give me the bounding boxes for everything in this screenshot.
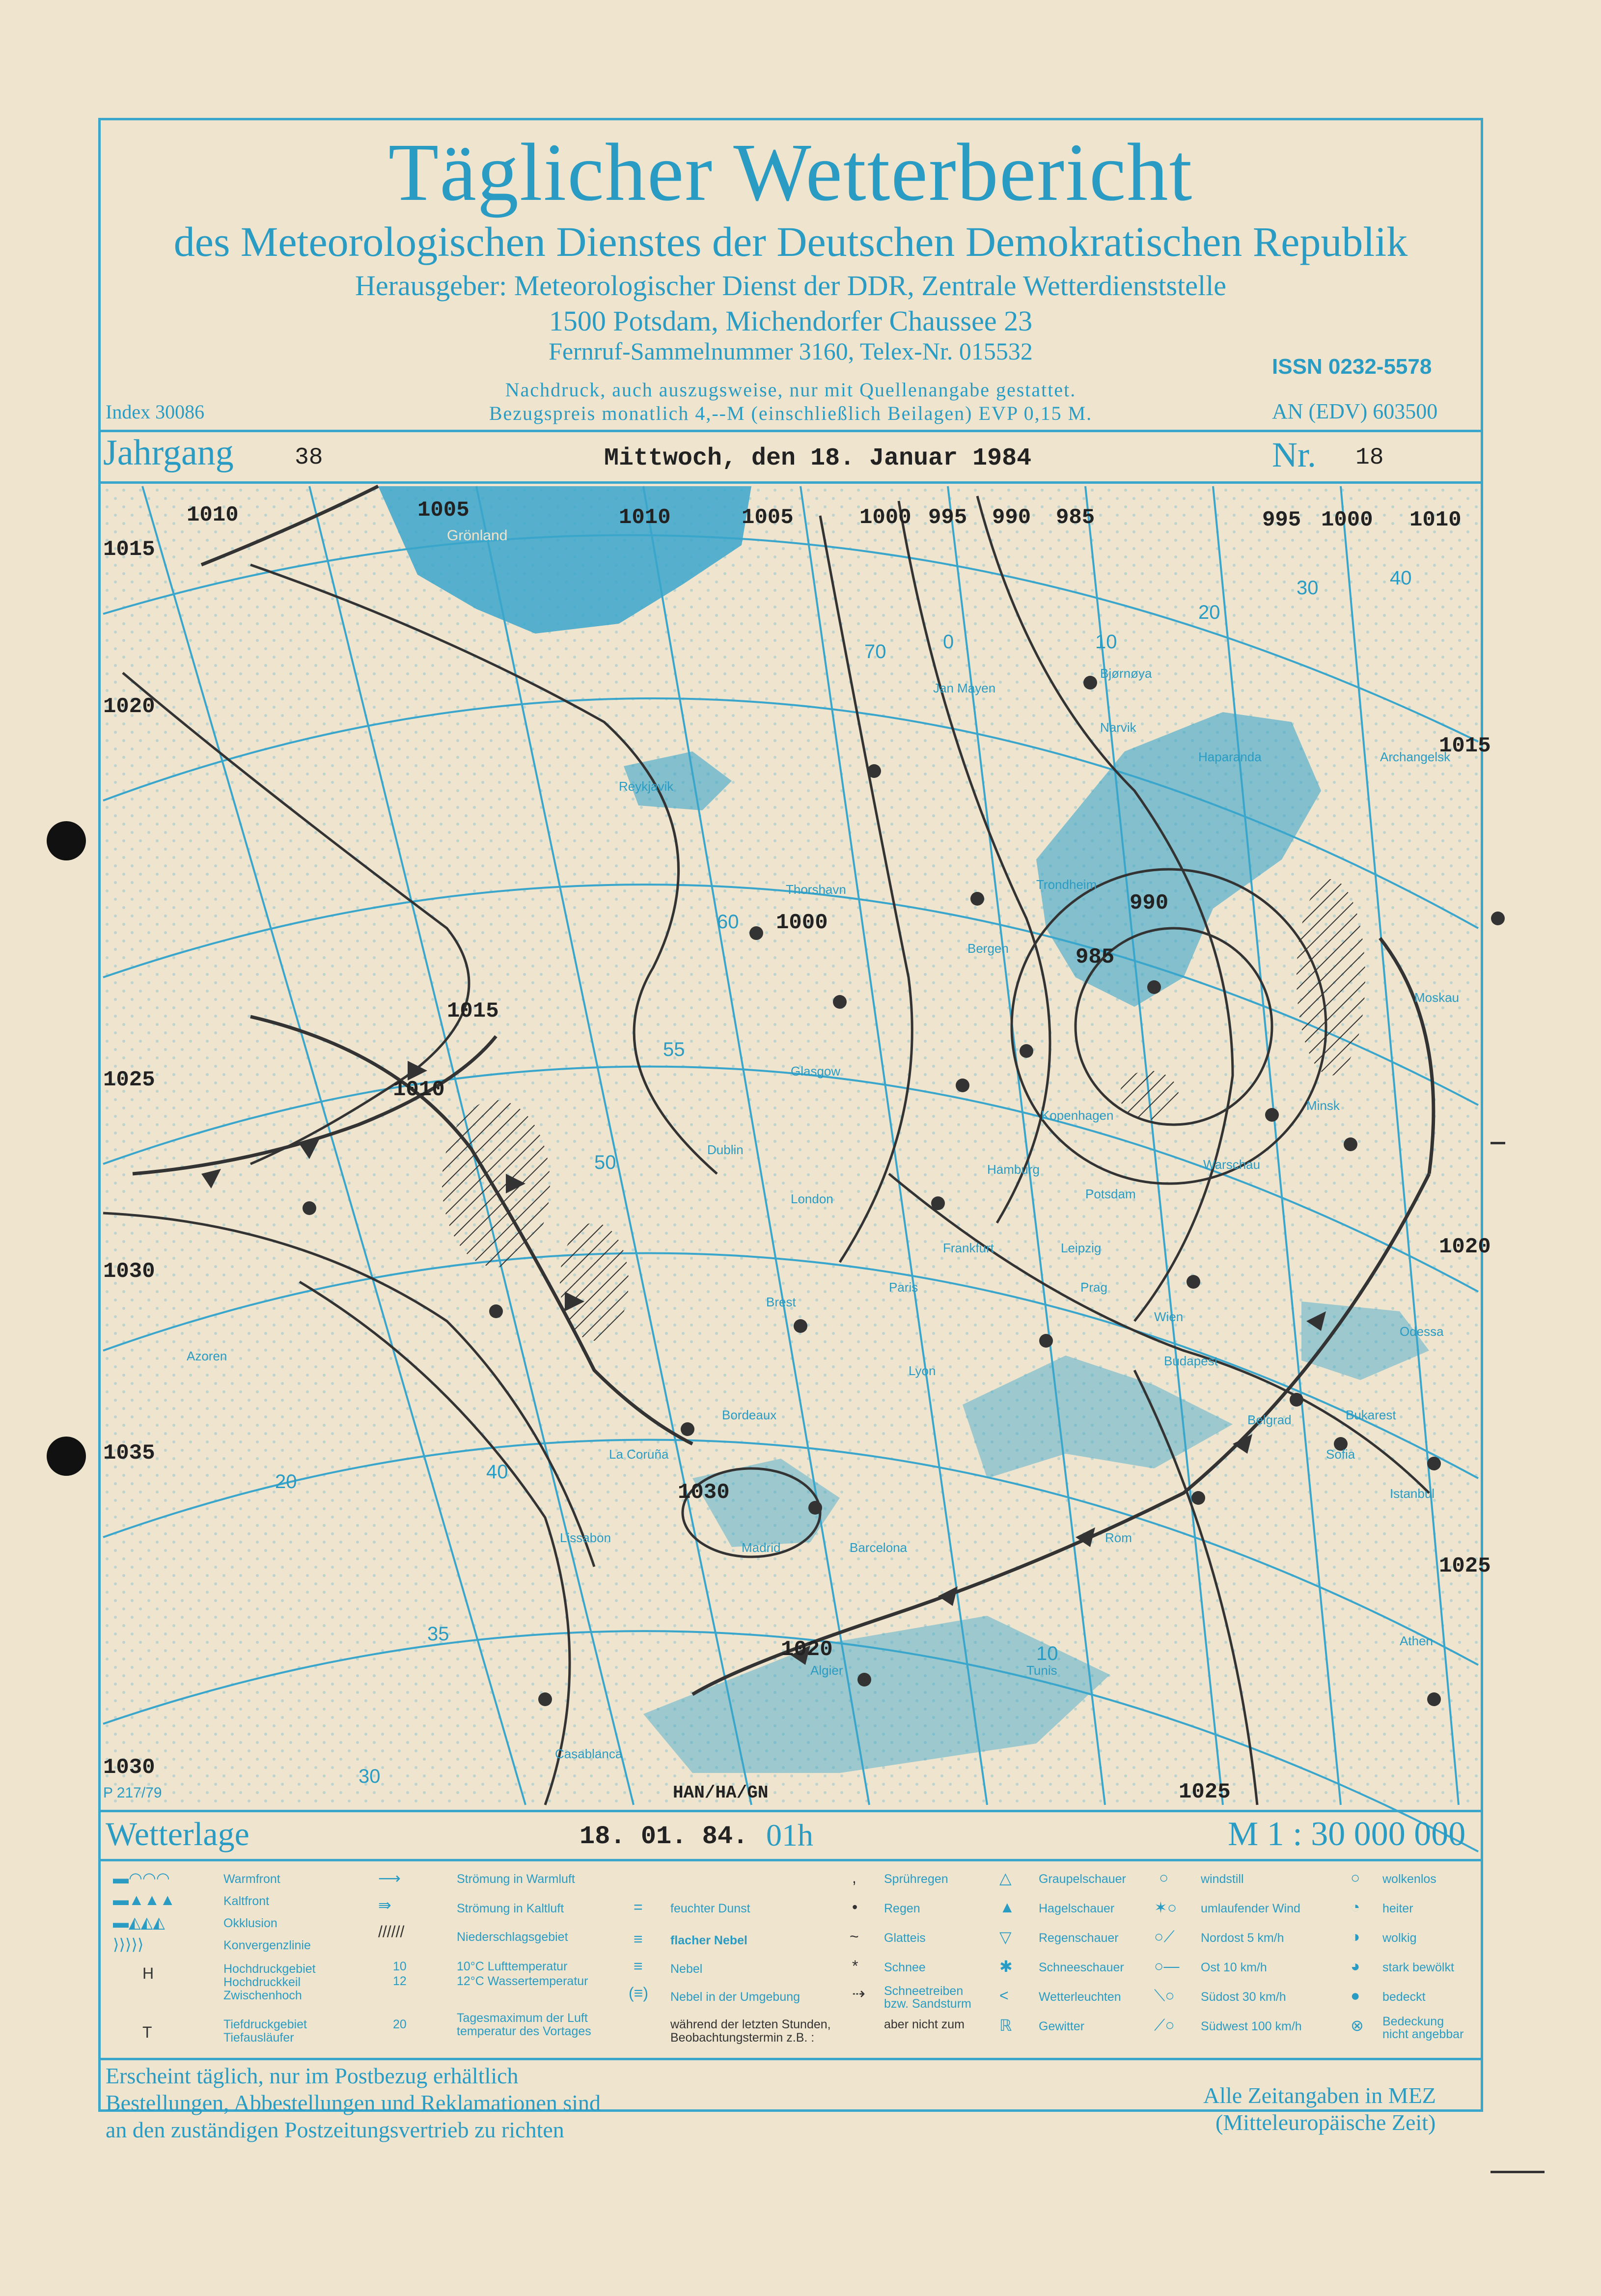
footer-line-1: Erscheint täglich, nur im Postbezug erhältlich: [106, 2063, 519, 2088]
isobar-label: 1030: [103, 1755, 155, 1780]
legend-glatteis: Glatteis: [884, 1931, 926, 1945]
legend-hoch: Hochdruckgebiet: [223, 1962, 316, 1976]
place-label: Algier: [810, 1663, 843, 1678]
legend-tiefauslaeufer: Tiefausläufer: [223, 2031, 294, 2045]
legend-temp-air: 10: [393, 1960, 407, 1973]
wolkig-icon: ◑: [1351, 1928, 1360, 1945]
nicht-angebbar-icon: ⊗: [1351, 2017, 1364, 2034]
gewitter-icon: ℝ: [999, 2017, 1012, 2034]
place-label: Athen: [1400, 1633, 1433, 1648]
cold-front-symbol: ▬▲▲▲: [113, 1891, 176, 1909]
isobar-label: 990: [1130, 891, 1169, 915]
legend-graupel: Graupelschauer: [1039, 1872, 1126, 1886]
suedost-icon: ⟍○: [1154, 1987, 1175, 2004]
isobar-label: 1020: [103, 694, 155, 719]
warm-front-symbol: ▬◠◠◠: [113, 1869, 170, 1887]
place-label: Bukarest: [1346, 1408, 1396, 1422]
legend-sandsturm: bzw. Sandsturm: [884, 1997, 971, 2011]
bedeckt-icon: ●: [1351, 1987, 1360, 2004]
legend-spruehregen: Sprühregen: [884, 1872, 948, 1886]
isobar-label: 1025: [1179, 1780, 1231, 1804]
wetterlage-time: 01h: [766, 1818, 813, 1853]
isobar-label: 1005: [417, 498, 469, 523]
place-label: Budapest: [1164, 1354, 1218, 1368]
legend-schnee: Schnee: [884, 1961, 926, 1974]
high-pressure-symbol: H: [142, 1964, 154, 1982]
legend-schneeschauer: Schneeschauer: [1039, 1961, 1124, 1974]
legend-wassertemp: 12°C Wassertemperatur: [457, 1974, 588, 1988]
header-rule-top: [98, 430, 1483, 432]
place-label: Bordeaux: [722, 1408, 777, 1422]
place-label: Barcelona: [850, 1540, 908, 1555]
map-scale: M 1 : 30 000 000: [1228, 1815, 1466, 1853]
isobar-label: 995: [928, 505, 967, 530]
place-label: Paris: [889, 1280, 918, 1295]
legend-dunst: feuchter Dunst: [670, 1902, 750, 1915]
isobar-label: 1020: [781, 1637, 833, 1662]
header-rule-bottom: [98, 481, 1483, 484]
nr-value: 18: [1355, 444, 1384, 471]
place-label: Reykjavik: [619, 779, 674, 794]
isobar-label: 985: [1056, 505, 1095, 530]
place-label: Minsk: [1306, 1098, 1340, 1113]
dunst-symbol: =: [634, 1898, 643, 1916]
isobar-label: 995: [1262, 508, 1301, 532]
legend-tagesmax: Tagesmaximum der Luft: [457, 2011, 588, 2025]
wetterlage-date: 18. 01. 84.: [580, 1822, 748, 1851]
legend-windstill: windstill: [1201, 1872, 1244, 1886]
isobar-label: 1010: [393, 1078, 445, 1102]
grid-label: 10: [1095, 631, 1117, 653]
isobar-label: 985: [1076, 945, 1115, 969]
grid-label: 35: [427, 1623, 449, 1645]
weather-map: [103, 486, 1491, 1805]
isobar-label: 1010: [187, 503, 239, 527]
place-label: London: [791, 1191, 833, 1206]
legend-gewitter: Gewitter: [1039, 2019, 1085, 2033]
issn: ISSN 0232-5578: [1272, 355, 1432, 379]
place-label: Potsdam: [1085, 1187, 1136, 1201]
grid-label: 40: [1390, 567, 1412, 589]
legend-nicht-angebbar: nicht angebbar: [1382, 2027, 1464, 2041]
mez-note-2: (Mitteleuropäische Zeit): [1215, 2110, 1436, 2135]
legend-bedeckt: bedeckt: [1382, 1990, 1426, 2004]
place-label: Moskau: [1414, 990, 1460, 1005]
reprint-note: Nachdruck, auch auszugsweise, nur mit Quellenangabe gestattet.: [505, 379, 1077, 401]
place-label: La Coruña: [609, 1447, 669, 1462]
analyst-id: HAN/HA/GN: [673, 1783, 769, 1803]
place-label: Madrid: [742, 1540, 781, 1555]
cold-flow-arrow-icon: ⇛: [378, 1896, 391, 1914]
isobar-label: 1000: [859, 505, 911, 530]
isobar-label: 1015: [1439, 734, 1491, 758]
place-label: Dublin: [707, 1142, 744, 1157]
legend-letzte-stunden: während der letzten Stunden,: [670, 2018, 831, 2031]
legend-tief: Tiefdruckgebiet: [223, 2018, 307, 2031]
legend-temp-max: 20: [393, 2018, 407, 2031]
ost-icon: ○—: [1154, 1957, 1180, 1975]
legend-regenschauer: Regenschauer: [1039, 1931, 1119, 1945]
heiter-icon: ◔: [1351, 1898, 1360, 1916]
legend-warmluft: Strömung in Warmluft: [457, 1872, 575, 1886]
legend-wolkenlos: wolkenlos: [1382, 1872, 1436, 1886]
footer-line-2: Bestellungen, Abbestellungen und Reklamationen sind: [106, 2090, 601, 2115]
nordost-icon: ○⟋: [1154, 1928, 1175, 1945]
place-label: Rom: [1105, 1530, 1132, 1545]
isobar-label: 1000: [776, 911, 828, 935]
isobar-label: 1010: [1409, 508, 1462, 532]
hagel-icon: ▲: [999, 1898, 1015, 1916]
legend-nicht-zum: aber nicht zum: [884, 2018, 965, 2031]
place-label: Glasgow: [791, 1064, 841, 1079]
legend-suedost: Südost 30 km/h: [1201, 1990, 1286, 2004]
legend-umlaufend: umlaufender Wind: [1201, 1902, 1300, 1915]
legend-okklusion: Okklusion: [223, 1916, 277, 1930]
map-rule-bottom: [98, 1810, 1483, 1812]
an-edv: AN (EDV) 603500: [1272, 399, 1438, 423]
place-label: Sofia: [1326, 1447, 1355, 1462]
place-label: Narvik: [1100, 720, 1136, 735]
place-label: Archangelsk: [1380, 749, 1451, 764]
isobar-label: 1030: [103, 1259, 155, 1284]
place-label: Belgrad: [1247, 1412, 1292, 1427]
place-label: Odessa: [1400, 1324, 1444, 1339]
place-label: Kopenhagen: [1041, 1108, 1114, 1123]
isobar-label: 1010: [619, 505, 671, 530]
place-label: Haparanda: [1198, 749, 1262, 764]
place-label: Leipzig: [1061, 1241, 1102, 1255]
wetterlage-label: Wetterlage: [106, 1815, 249, 1853]
isobar-label: 1000: [1321, 508, 1373, 532]
regen-icon: •: [852, 1898, 858, 1916]
place-label: Hamburg: [987, 1162, 1040, 1177]
place-label: Thorshavn: [786, 882, 846, 897]
footer-line-3: an den zuständigen Postzeitungsvertrieb zu richten: [106, 2117, 564, 2142]
isobar-label: 1025: [1439, 1554, 1491, 1578]
grid-label: 60: [717, 911, 739, 933]
isobar-label: 1035: [103, 1441, 155, 1466]
legend-lufttemp: 10°C Lufttemperatur: [457, 1960, 568, 1973]
grid-label: 10: [1036, 1643, 1058, 1664]
jahrgang-value: 38: [295, 444, 323, 471]
spruehregen-icon: ,: [852, 1869, 856, 1886]
precip-area-icon: //////: [378, 1923, 405, 1940]
wolkenlos-icon: ○: [1351, 1869, 1360, 1886]
warm-flow-arrow-icon: ⟶: [378, 1869, 401, 1887]
grid-label: 30: [359, 1766, 381, 1787]
issue-date: Mittwoch, den 18. Januar 1984: [604, 444, 1032, 472]
grid-label: 40: [486, 1461, 508, 1483]
page-subtitle: des Meteorologischen Dienstes der Deutschen Demokratischen Republik: [173, 218, 1408, 265]
grid-label: 20: [275, 1471, 297, 1493]
windstill-icon: ○: [1159, 1869, 1169, 1886]
page-title: Täglicher Wetterbericht: [388, 127, 1193, 218]
legend-wetterleuchten: Wetterleuchten: [1039, 1990, 1121, 2004]
grid-label: 20: [1198, 602, 1220, 623]
legend-regen: Regen: [884, 1902, 920, 1915]
suedwest-icon: ⟋○: [1154, 2016, 1175, 2034]
legend-kaltfront: Kaltfront: [223, 1894, 270, 1908]
schneeschauer-icon: ✱: [999, 1958, 1013, 1975]
margin-tick: [1491, 1142, 1505, 1144]
umlaufend-icon: ✶○: [1154, 1899, 1177, 1916]
place-label: Lissabon: [560, 1530, 611, 1545]
address: 1500 Potsdam, Michendorfer Chaussee 23: [549, 305, 1033, 337]
nebel-symbol: ≡: [634, 1957, 643, 1975]
nr-label: Nr.: [1272, 435, 1316, 474]
isobar-label: 990: [992, 505, 1031, 530]
glatteis-icon: ~: [850, 1928, 859, 1945]
legend-nordost: Nordost 5 km/h: [1201, 1931, 1284, 1945]
punch-hole-bottom: [47, 1437, 86, 1476]
margin-line: [1491, 2171, 1545, 2173]
isobar-label: 1025: [103, 1068, 155, 1092]
place-label: Brest: [766, 1295, 796, 1309]
legend-niederschlag: Niederschlagsgebiet: [457, 1930, 568, 1944]
place-label: Grönland: [447, 527, 508, 544]
legend-stark-bewoelkt: stark bewölkt: [1382, 1961, 1454, 1974]
legend-nebel: Nebel: [670, 1962, 703, 1976]
isobar-label: 1030: [678, 1480, 730, 1505]
place-label: Prag: [1080, 1280, 1107, 1295]
stark-bewoelkt-icon: ◕: [1351, 1957, 1360, 1975]
legend-wolkig: wolkig: [1382, 1931, 1417, 1945]
place-label: Warschau: [1203, 1157, 1261, 1172]
form-id: P 217/79: [103, 1785, 162, 1801]
place-label: Bjørnøya: [1100, 666, 1152, 681]
isobar-label: 1005: [742, 505, 794, 530]
schnee-icon: *: [852, 1957, 858, 1975]
legend-temp-water: 12: [393, 1974, 407, 1988]
jahrgang-label: Jahrgang: [103, 433, 234, 473]
legend-hochkeil: Hochdruckkeil: [223, 1975, 301, 1989]
convergence-symbol: ⟩⟩⟩⟩⟩: [113, 1936, 144, 1953]
grid-label: 30: [1297, 577, 1319, 599]
nebel-umgebung-symbol: (≡): [629, 1984, 648, 2002]
place-label: Azoren: [187, 1349, 227, 1363]
legend-suedwest: Südwest 100 km/h: [1201, 2019, 1302, 2033]
legend-nebel-umgebung: Nebel in der Umgebung: [670, 1990, 800, 2004]
legend-konvergenz: Konvergenzlinie: [223, 1938, 311, 1952]
price-note: Bezugspreis monatlich 4,--M (einschließlich Beilagen) EVP 0,15 M.: [489, 402, 1093, 424]
legend: [98, 1861, 1483, 2058]
place-label: Frankfurt: [943, 1241, 994, 1255]
occlusion-symbol: ▬◭◭◭: [113, 1913, 165, 1931]
publisher: Herausgeber: Meteorologischer Dienst der DDR, Zentrale Wetterdienststelle: [355, 270, 1226, 302]
place-label: Wien: [1154, 1309, 1184, 1324]
isobar-label: 1020: [1439, 1235, 1491, 1259]
grid-label: 0: [943, 631, 954, 653]
isobar-label: 1015: [447, 999, 499, 1024]
place-label: Bergen: [967, 941, 1009, 956]
place-label: Tunis: [1026, 1663, 1057, 1678]
place-label: Lyon: [909, 1363, 936, 1378]
schneetreiben-icon: ⇢: [852, 1985, 865, 2002]
phone: Fernruf-Sammelnummer 3160, Telex-Nr. 015532: [549, 337, 1033, 365]
legend-bedeckung: Bedeckung: [1382, 2015, 1444, 2028]
punch-hole-top: [47, 821, 86, 860]
isobar-label: 1015: [103, 537, 155, 562]
legend-rule-bottom: [98, 2058, 1483, 2060]
legend-zwischenhoch: Zwischenhoch: [223, 1989, 302, 2002]
wetterleuchten-icon: <: [999, 1987, 1009, 2004]
legend-vortag: temperatur des Vortages: [457, 2024, 591, 2038]
flacher-nebel-symbol: ≡: [634, 1930, 643, 1948]
legend-warmfront: Warmfront: [223, 1872, 280, 1886]
legend-hagel: Hagelschauer: [1039, 1902, 1115, 1915]
regenschauer-icon: ▽: [999, 1928, 1012, 1946]
legend-flacher-nebel: flacher Nebel: [670, 1934, 748, 1947]
graupel-icon: △: [999, 1869, 1012, 1887]
place-label: Jan Mayen: [933, 681, 996, 695]
grid-label: 55: [663, 1039, 685, 1060]
grid-label: 50: [594, 1152, 616, 1173]
legend-ost: Ost 10 km/h: [1201, 1961, 1267, 1974]
grid-label: 70: [864, 641, 886, 663]
index-number: Index 30086: [106, 401, 205, 423]
legend-kaltluft: Strömung in Kaltluft: [457, 1902, 564, 1915]
place-label: Trondheim: [1036, 877, 1097, 892]
legend-heiter: heiter: [1382, 1902, 1413, 1915]
place-label: Casablanca: [555, 1746, 623, 1761]
mez-note: Alle Zeitangaben in MEZ: [1203, 2083, 1436, 2108]
legend-schneetreiben: Schneetreiben: [884, 1984, 964, 1998]
place-label: Istanbul: [1390, 1486, 1435, 1501]
legend-beobachtung: Beobachtungstermin z.B. :: [670, 2031, 815, 2045]
low-pressure-symbol: T: [142, 2023, 152, 2041]
